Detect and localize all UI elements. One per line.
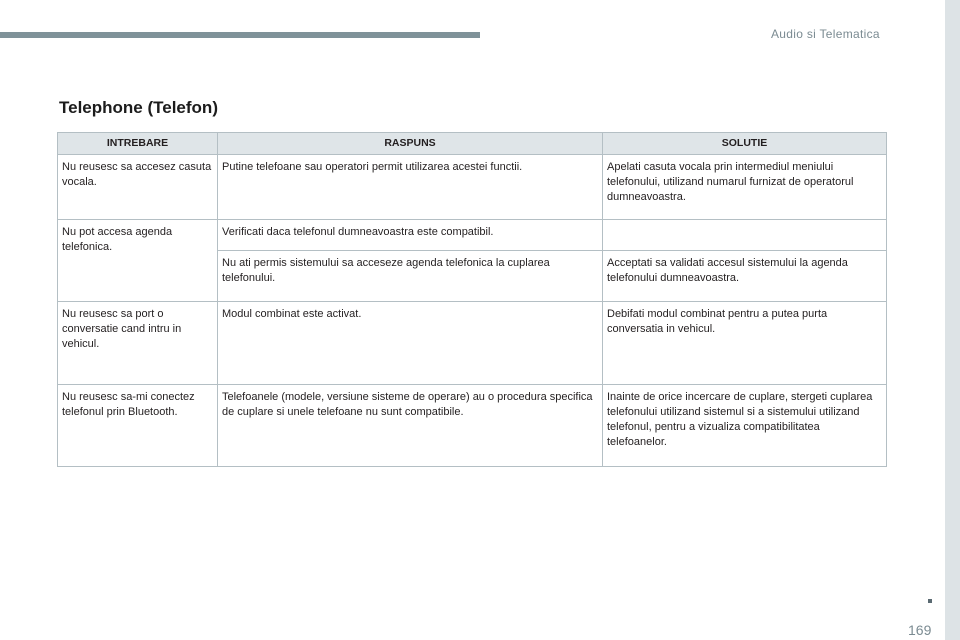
column-header-answer: RASPUNS [218,133,603,155]
table-row [58,220,887,251]
table-row [58,302,887,385]
question-cell: Nu reusesc sa port o conversatie cand intru in vehicul. [58,302,218,385]
solution-cell: Inainte de orice incercare de cuplare, stergeti cuplarea telefonului utilizand sistemul si a sistemului utilizand telefonul, pentru a vizualiza compatibilitatea telefoanelor. [603,385,887,467]
table-row [58,155,887,220]
question-cell: Nu reusesc sa-mi conectez telefonul prin Bluetooth. [58,385,218,467]
column-header-solution: SOLUTIE [603,133,887,155]
table-row [58,385,887,467]
question-cell: Nu reusesc sa accesez casuta vocala. [58,155,218,220]
page-edge-strip [945,0,960,640]
faq-table [57,132,887,467]
answer-cell: Modul combinat este activat. [218,302,603,385]
answer-cell: Putine telefoane sau operatori permit utilizarea acestei functii. [218,155,603,220]
footer-marker [928,599,932,603]
header-rule [0,32,480,38]
answer-cell: Nu ati permis sistemului sa acceseze agenda telefonica la cuplarea telefonului. [218,251,603,302]
column-header-question: INTREBARE [58,133,218,155]
solution-cell: Debifati modul combinat pentru a putea purta conversatia in vehicul. [603,302,887,385]
answer-cell: Verificati daca telefonul dumneavoastra este compatibil. [218,220,603,251]
section-header: Audio si Telematica [771,27,880,41]
table-header-row [58,133,887,155]
page-number: 169 [908,622,932,638]
question-cell: Nu pot accesa agenda telefonica. [58,220,218,302]
solution-cell: Apelati casuta vocala prin intermediul meniului telefonului, utilizand numarul furnizat de operatorul dumneavoastra. [603,155,887,220]
answer-cell: Telefoanele (modele, versiune sisteme de operare) au o procedura specifica de cuplare si unele telefoane nu sunt compatibile. [218,385,603,467]
solution-cell [603,220,887,251]
solution-cell: Acceptati sa validati accesul sistemului la agenda telefonului dumneavoastra. [603,251,887,302]
page-title: Telephone (Telefon) [59,98,218,117]
